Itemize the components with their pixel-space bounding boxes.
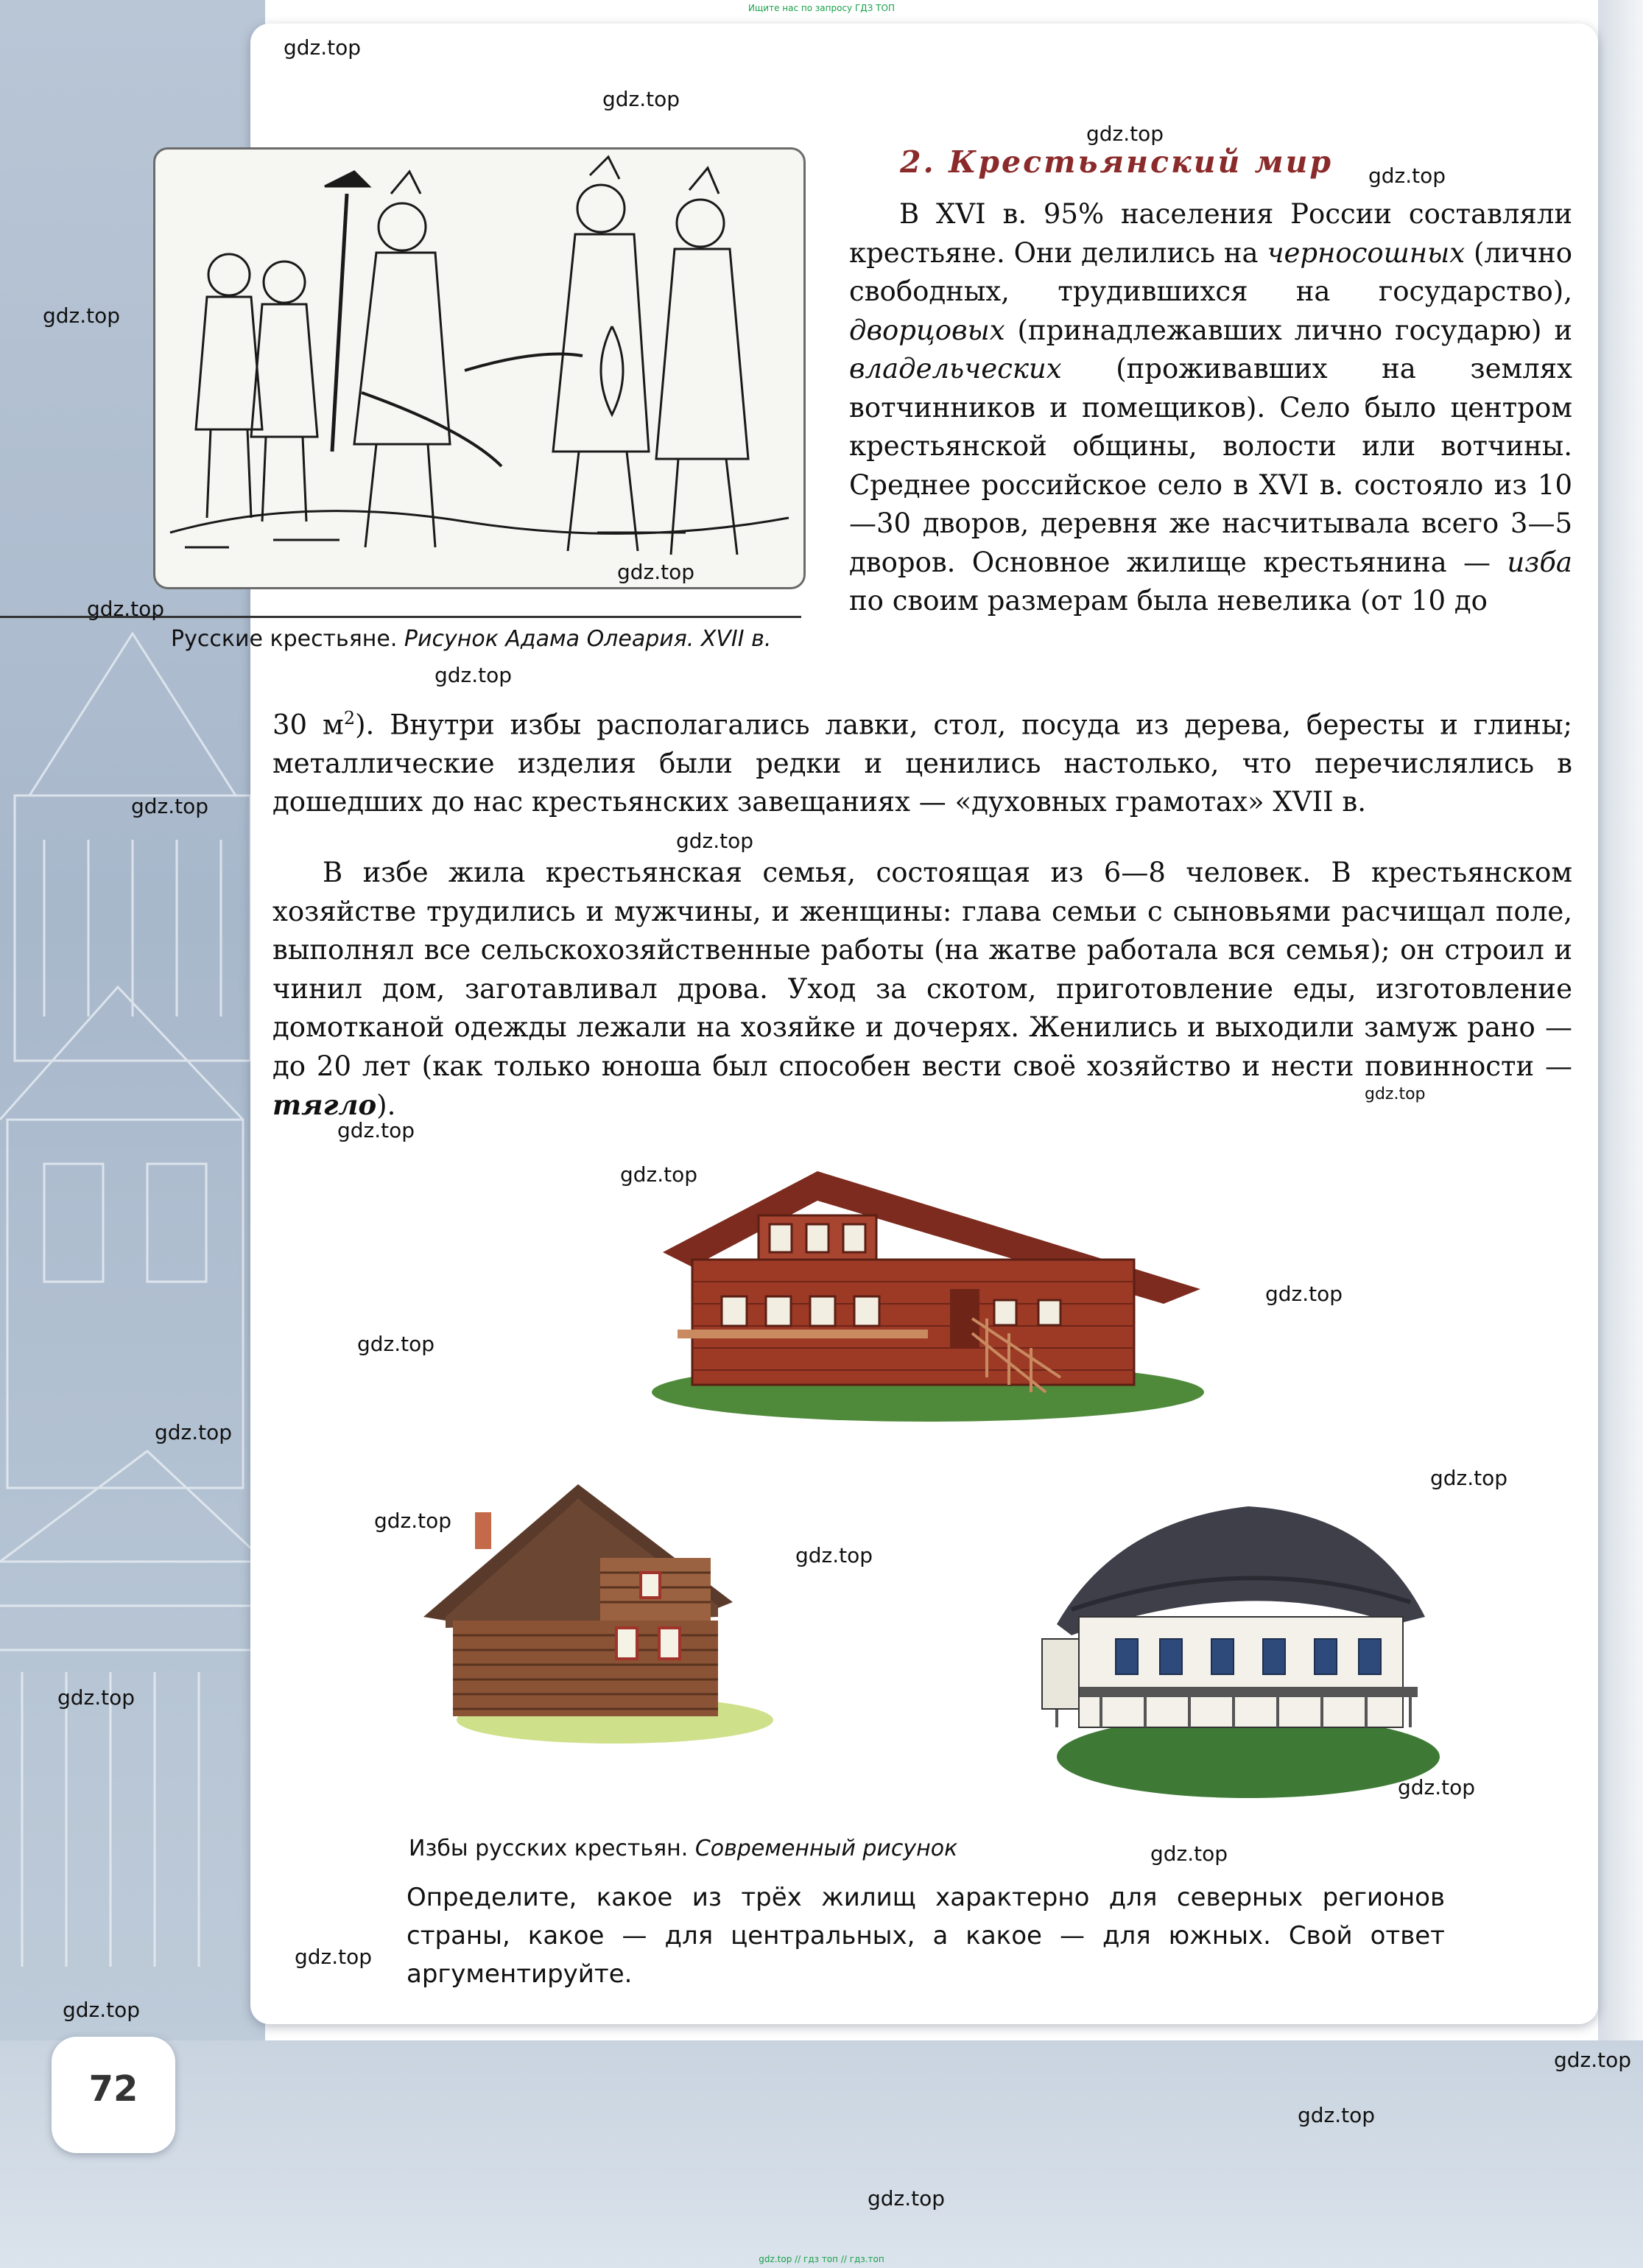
watermark: gdz.top xyxy=(1368,164,1446,188)
watermark: gdz.top xyxy=(1398,1775,1476,1800)
bottom-background xyxy=(0,2040,1643,2268)
p1-term-vladelcheskie: владельческих xyxy=(849,353,1062,385)
peasants-engraving-drawing xyxy=(155,150,799,583)
page-number: 72 xyxy=(88,2068,138,2110)
right-background xyxy=(1598,0,1643,2136)
north-house-illustration xyxy=(648,1156,1208,1422)
watermark: gdz.top xyxy=(374,1509,452,1533)
watermark: gdz.top xyxy=(617,560,695,584)
watermark: gdz.top xyxy=(435,663,513,687)
central-log-hut-illustration xyxy=(423,1470,777,1749)
watermark: gdz.top xyxy=(602,87,680,111)
p2-text-2: ). xyxy=(376,1089,396,1121)
watermark: gdz.top xyxy=(1150,1842,1228,1866)
watermark: gdz.top xyxy=(1298,2103,1376,2127)
figure2-caption-plain: Избы русских крестьян. xyxy=(409,1836,695,1861)
watermark: gdz.top xyxy=(155,1420,233,1444)
watermark: gdz.top xyxy=(337,1118,415,1142)
watermark: gdz.top xyxy=(1430,1466,1508,1490)
section-title: 2. Крестьянский мир xyxy=(900,144,1334,180)
figure2-caption-italic: Современный рисунок xyxy=(694,1836,958,1861)
watermark: gdz.top xyxy=(795,1543,873,1567)
p1c-superscript: 2 xyxy=(343,708,356,729)
p1-term-dvortsovye: дворцовых xyxy=(849,314,1005,346)
p1-term-chernososhnye: черносошных xyxy=(1267,236,1466,269)
figure1-caption-italic: Рисунок Адама Олеария. XVII в. xyxy=(404,626,772,652)
watermark: gdz.top xyxy=(63,1998,141,2022)
peasants-engraving xyxy=(153,147,806,589)
watermark: gdz.top xyxy=(1086,122,1164,146)
p1-text-3: (принадлежавших лично государю) и xyxy=(1005,314,1572,346)
p1-text-5: по своим размерам была невелика (от 10 до xyxy=(849,585,1488,617)
top-banner[interactable]: Ищите нас по запросу ГДЗ ТОП xyxy=(748,3,895,13)
watermark: gdz.top xyxy=(1554,2048,1632,2072)
p1-term-izba: изба xyxy=(1507,546,1572,578)
watermark: gdz.top xyxy=(1265,1282,1343,1306)
watermark: gdz.top xyxy=(1365,1085,1426,1103)
question-text: Определите, какое из трёх жилищ характерно для северных регионов страны, какое — для центральных, а какое — для южных. Свой ответ аргументируйте. xyxy=(407,1883,1445,1989)
figure2-caption xyxy=(409,1836,957,1861)
p1-text-4: (проживавших на землях вотчинников и помещиков). Село было центром крестьянской общины, волости или вотчины. Среднее российское село в XVI в. состояло из 10—30 дворов, деревня же насчитывала всего 3—5 дворов. Основное жилище крестьянина — xyxy=(849,353,1572,578)
p2-term-tyaglo: тягло xyxy=(272,1089,377,1121)
watermark: gdz.top xyxy=(620,1162,698,1187)
watermark: gdz.top xyxy=(131,794,209,818)
watermark: gdz.top xyxy=(87,597,165,621)
bottom-banner[interactable]: gdz.top // гдз топ // гдз.топ xyxy=(759,2254,884,2264)
watermark: gdz.top xyxy=(868,2186,946,2211)
p1-text-1: В XVI в. 95% населения России составляли крестьяне. Они делились на xyxy=(849,198,1572,269)
watermark: gdz.top xyxy=(357,1332,435,1356)
paragraph-1-continued xyxy=(272,699,1572,822)
p2-text-1: В избе жила крестьянская семья, состоящая из 6—8 человек. В крестьянском хозяйстве трудились и мужчины, и женщины: глава семьи с сыновьями расчищал поле, выполнял все сельскохозяйственные работы (на жатве работала вся семья); он строил и чинил дом, заготавливал дрова. Уход за скотом, приготовление еды, изготовление домотканой одежды лежали на хозяйке и дочерях. Женились и выходили замуж рано — до 20 лет (как только юноша был способен вести своё хозяйство и нести повинности — xyxy=(272,857,1572,1082)
figure1-caption-plain: Русские крестьяне. xyxy=(171,626,404,652)
southern-white-hut-illustration xyxy=(1027,1492,1440,1801)
watermark: gdz.top xyxy=(295,1945,373,1969)
paragraph-1 xyxy=(849,195,1572,621)
watermark: gdz.top xyxy=(43,303,121,328)
p1c-text-1: 30 м xyxy=(272,709,344,741)
p1-text-2: (лично свободных, трудившихся на государство), xyxy=(849,236,1572,307)
watermark: gdz.top xyxy=(57,1685,136,1710)
figure1-caption xyxy=(171,626,771,652)
watermark: gdz.top xyxy=(676,829,754,853)
watermark: gdz.top xyxy=(284,35,362,60)
p1c-text-2: ). Внутри избы располагались лавки, стол, посуда из дерева, бересты и глины; металлические изделия были редки и ценились настолько, что перечислялись в дошедших до нас крестьянских завещаниях — «духовных грамотах» XVII в. xyxy=(272,709,1572,818)
